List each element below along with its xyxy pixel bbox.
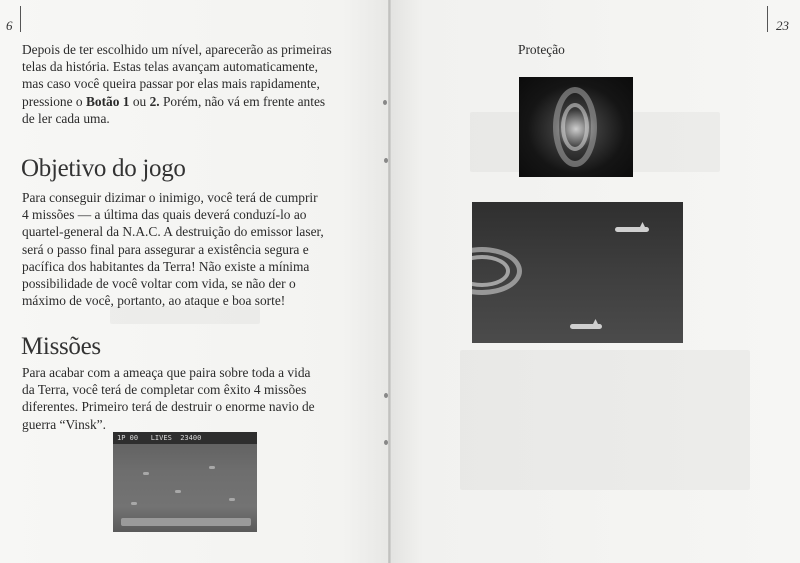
warship-sprite bbox=[121, 518, 251, 526]
game-screenshot-protection bbox=[519, 77, 633, 177]
intro-text: ou bbox=[129, 93, 150, 109]
game-screenshot-sea bbox=[113, 432, 257, 532]
button-1-label: Botão 1 bbox=[85, 93, 130, 109]
binding-hole bbox=[384, 440, 388, 445]
objective-line: será o passo final para assegurar a existência segura e bbox=[22, 241, 309, 257]
shield-core-sprite bbox=[561, 103, 589, 151]
enemy-sprite bbox=[175, 490, 181, 493]
intro-line: mas caso você queira passar por elas mais rapidamente, bbox=[22, 76, 320, 92]
missions-paragraph bbox=[22, 364, 315, 433]
page-fold bbox=[388, 0, 391, 563]
objective-line: Para conseguir dizimar o inimigo, você terá de cumprir bbox=[22, 190, 318, 205]
missions-line: guerra “Vinsk”. bbox=[22, 416, 106, 432]
game-screenshot-sky bbox=[472, 202, 683, 343]
enemy-sprite bbox=[229, 498, 235, 501]
binding-hole bbox=[383, 100, 387, 105]
intro-paragraph bbox=[22, 41, 332, 127]
binding-hole bbox=[384, 158, 388, 163]
bleed-through bbox=[460, 350, 750, 490]
protection-caption: Proteção bbox=[518, 42, 565, 57]
objective-line: possibilidade de você voltar com vida, se não der o bbox=[22, 276, 296, 292]
objective-line: máximo de você, portanto, ao ataque e boa sorte! bbox=[22, 293, 286, 309]
button-2-label: 2. bbox=[149, 93, 160, 109]
missions-heading: Missões bbox=[21, 333, 101, 360]
intro-text: Porém, não vá em frente antes bbox=[159, 93, 326, 109]
enemy-jet-sprite bbox=[615, 227, 649, 232]
objective-heading: Objetivo do jogo bbox=[21, 155, 186, 182]
objective-paragraph bbox=[22, 189, 324, 309]
intro-text: pressione o bbox=[22, 93, 86, 109]
page-number-left: 6 bbox=[6, 18, 13, 33]
missions-line: Para acabar com a ameaça que paira sobre toda a vida bbox=[22, 365, 311, 380]
enemy-sprite bbox=[131, 502, 137, 505]
player-jet-sprite bbox=[570, 324, 602, 329]
objective-line: quartel-general da N.A.C. A destruição do emissor laser, bbox=[22, 224, 324, 240]
intro-line: de ler cada uma. bbox=[22, 110, 110, 126]
intro-line: telas da história. Estas telas avançam automaticamente, bbox=[22, 59, 318, 75]
crop-mark bbox=[20, 6, 21, 32]
binding-hole bbox=[384, 393, 388, 398]
enemy-sprite bbox=[143, 472, 149, 475]
objective-line: pacífica dos habitantes da Terra! Não existe a mínima bbox=[22, 258, 310, 274]
intro-line bbox=[22, 93, 332, 110]
crop-mark bbox=[767, 6, 768, 32]
intro-line: Depois de ter escolhido um nível, aparecerão as primeiras bbox=[22, 42, 332, 57]
objective-line: 4 missões — a última das quais deverá conduzí-lo ao bbox=[22, 207, 307, 223]
missions-line: da Terra, você terá de completar com êxito 4 missões bbox=[22, 382, 307, 398]
game-hud: 1P 00 LIVES 23400 bbox=[113, 432, 257, 444]
page-number-right: 23 bbox=[776, 18, 789, 33]
missions-line: diferentes. Primeiro terá de destruir o enorme navio de bbox=[22, 399, 315, 415]
enemy-sprite bbox=[209, 466, 215, 469]
